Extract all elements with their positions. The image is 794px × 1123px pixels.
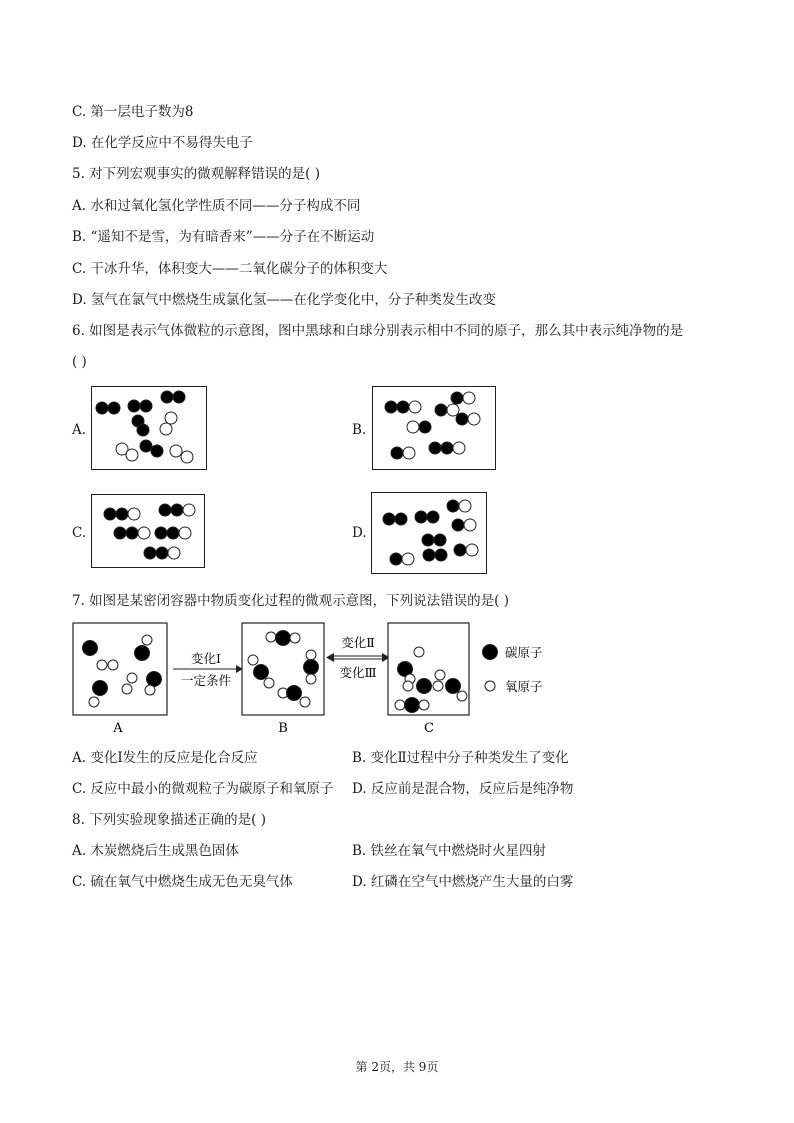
q4-option-d: D. 在化学反应中不易得失电子 bbox=[72, 135, 253, 151]
q4-option-c: C. 第一层电子数为8 bbox=[72, 104, 194, 120]
q5-option-c: C. 干冰升华，体积变大——二氧化碳分子的体积变大 bbox=[72, 261, 388, 277]
q8-option-d: D. 红磷在空气中燃烧产生大量的白雾 bbox=[352, 874, 574, 890]
q8-option-c: C. 硫在氧气中燃烧生成无色无臭气体 bbox=[72, 874, 293, 890]
q5-stem: 5. 对下列宏观事实的微观解释错误的是( ) bbox=[72, 166, 320, 182]
q7-diagram-svg bbox=[72, 622, 592, 736]
q6-paren: ( ) bbox=[72, 354, 87, 370]
q8-stem: 8. 下列实验现象描述正确的是( ) bbox=[72, 812, 266, 828]
q7-change3: 变化Ⅲ bbox=[339, 665, 377, 680]
q6-box-c-particles bbox=[92, 495, 204, 567]
page-footer: 第 2页，共 9页 bbox=[355, 1060, 439, 1074]
legend-carbon-atom bbox=[483, 645, 498, 660]
q8-option-b: B. 铁丝在氧气中燃烧时火星四射 bbox=[352, 843, 547, 859]
q6-box-b bbox=[372, 386, 496, 470]
q6-option-b-label: B. bbox=[352, 422, 367, 438]
legend-oxygen-atom bbox=[485, 681, 495, 691]
q5-option-b: B. “遥知不是雪，为有暗香来”——分子在不断运动 bbox=[72, 229, 375, 245]
q7-label-a: A bbox=[113, 721, 123, 736]
q5-option-a: A. 水和过氧化氢化学性质不同——分子构成不同 bbox=[72, 198, 361, 214]
q6-box-d-particles bbox=[372, 493, 486, 573]
q7-box-a bbox=[73, 623, 167, 715]
q7-stem: 7. 如图是某密闭容器中物质变化过程的微观示意图，下列说法错误的是( ) bbox=[72, 593, 509, 609]
q7-label-c: C bbox=[424, 721, 434, 736]
q6-option-c-label: C. bbox=[72, 525, 87, 541]
q7-change1: 变化Ⅰ bbox=[191, 651, 221, 666]
q6-option-a-label: A. bbox=[72, 422, 87, 438]
legend-oxygen-label: 氧原子 bbox=[505, 679, 543, 694]
q5-option-d: D. 氢气在氯气中燃烧生成氯化氢——在化学变化中，分子种类发生改变 bbox=[72, 292, 496, 308]
q6-box-a bbox=[91, 386, 207, 470]
legend-carbon-label: 碳原子 bbox=[505, 645, 543, 660]
q6-box-a-particles bbox=[92, 387, 206, 469]
q7-change2: 变化Ⅱ bbox=[341, 635, 375, 650]
q6-box-d bbox=[371, 492, 487, 574]
q7-label-b: B bbox=[278, 721, 288, 736]
q8-option-a: A. 木炭燃烧后生成黑色固体 bbox=[72, 843, 239, 859]
q6-stem: 6. 如图是表示气体微粒的示意图，图中黑球和白球分别表示相中不同的原子，那么其中表示纯净物的是 bbox=[72, 323, 684, 339]
q7-option-a: A. 变化Ⅰ发生的反应是化合反应 bbox=[72, 750, 258, 766]
q7-option-d: D. 反应前是混合物，反应后是纯净物 bbox=[352, 781, 574, 797]
q6-box-c bbox=[91, 494, 205, 568]
q7-option-c: C. 反应中最小的微观粒子为碳原子和氧原子 bbox=[72, 781, 334, 797]
q7-condition: 一定条件 bbox=[180, 673, 232, 688]
q6-box-b-particles bbox=[373, 387, 495, 469]
q6-option-d-label: D. bbox=[352, 525, 367, 541]
q7-option-b: B. 变化Ⅱ过程中分子种类发生了变化 bbox=[352, 750, 569, 766]
q7-diagram bbox=[72, 622, 592, 736]
